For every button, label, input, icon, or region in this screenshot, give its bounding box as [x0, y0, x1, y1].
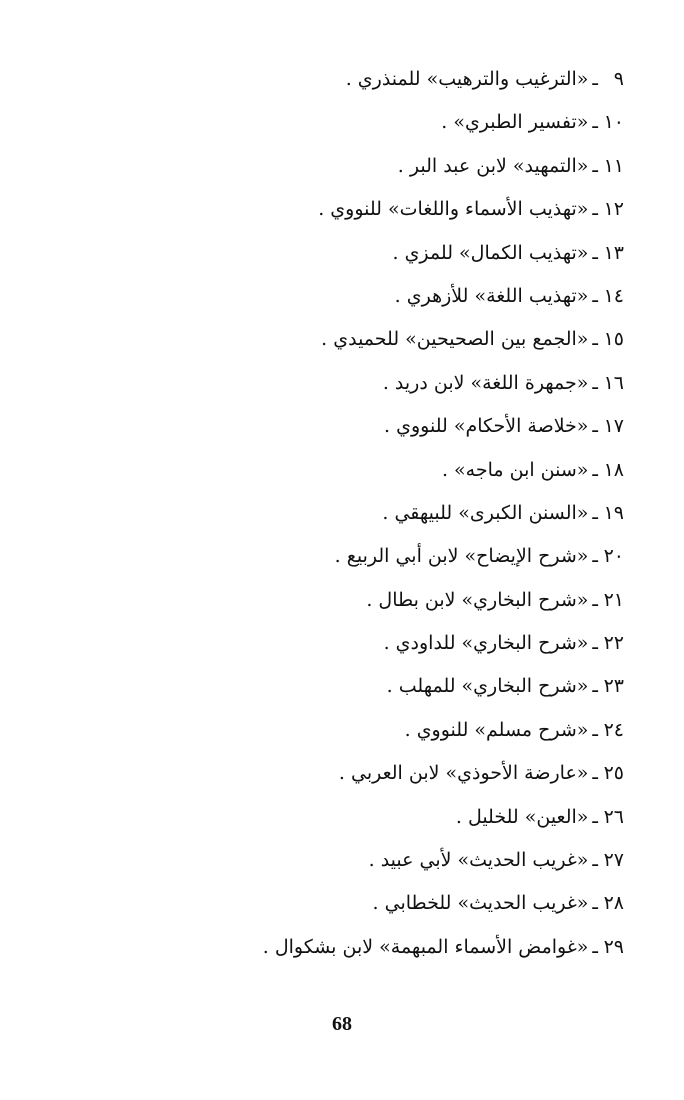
item-separator: ـ — [592, 501, 598, 524]
item-number: ١١ — [603, 154, 624, 177]
list-item — [64, 882, 624, 925]
item-text: «جمهرة اللغة» لابن دريد . — [382, 371, 589, 394]
item-text: «عارضة الأحوذي» لابن العربي . — [338, 762, 589, 785]
item-separator: ـ — [592, 762, 598, 785]
list-item — [64, 58, 624, 101]
item-number: ٢٥ — [603, 762, 624, 785]
item-separator: ـ — [592, 935, 598, 958]
item-separator: ـ — [592, 892, 598, 915]
list-item — [64, 579, 624, 622]
item-separator: ـ — [592, 371, 598, 394]
item-text: «شرح البخاري» للمهلب . — [386, 675, 589, 698]
item-number: ٢٧ — [603, 849, 624, 872]
item-text: «تهذيب اللغة» للأزهري . — [394, 284, 589, 307]
item-text: «غريب الحديث» لأبي عبيد . — [368, 849, 589, 872]
item-text: «شرح البخاري» للداودي . — [383, 632, 589, 655]
list-item — [64, 535, 624, 578]
list-item — [64, 449, 624, 492]
item-text: «شرح البخاري» لابن بطال . — [366, 588, 589, 611]
item-text: «الترغيب والترهيب» للمنذري . — [345, 68, 589, 90]
item-separator: ـ — [592, 198, 598, 221]
reference-list — [64, 58, 624, 969]
item-text: «خلاصة الأحكام» للنووي . — [384, 415, 589, 438]
item-separator: ـ — [592, 241, 598, 264]
item-separator: ـ — [592, 68, 598, 90]
list-item — [64, 926, 624, 969]
item-text: «شرح الإيضاح» لابن أبي الربيع . — [334, 545, 589, 568]
list-item — [64, 275, 624, 318]
list-item — [64, 752, 624, 795]
item-number: ١٢ — [603, 198, 624, 221]
list-item — [64, 318, 624, 361]
item-number: ١٦ — [603, 371, 624, 394]
item-text: «غوامض الأسماء المبهمة» لابن بشكوال . — [262, 935, 589, 958]
item-number: ١٤ — [603, 284, 624, 307]
item-number: ٢٤ — [603, 718, 624, 741]
item-number: ٢١ — [603, 588, 624, 611]
list-item — [64, 145, 624, 188]
item-number: ١٥ — [603, 328, 624, 351]
list-item — [64, 492, 624, 535]
item-separator: ـ — [592, 111, 598, 134]
item-text: «السنن الكبرى» للبيهقي . — [382, 501, 589, 524]
list-item — [64, 796, 624, 839]
item-number: ٢٩ — [603, 935, 624, 958]
item-text: «غريب الحديث» للخطابي . — [372, 892, 589, 915]
list-item — [64, 362, 624, 405]
item-text: «سنن ابن ماجه» . — [441, 458, 589, 481]
item-separator: ـ — [592, 588, 598, 611]
item-separator: ـ — [592, 805, 598, 828]
item-separator: ـ — [592, 849, 598, 872]
item-separator: ـ — [592, 328, 598, 351]
item-separator: ـ — [592, 154, 598, 177]
item-number: ٢٨ — [603, 892, 624, 915]
item-text: «تهذيب الكمال» للمزي . — [392, 241, 589, 264]
item-separator: ـ — [592, 675, 598, 698]
item-number: ٢٢ — [603, 632, 624, 655]
list-item — [64, 665, 624, 708]
item-separator: ـ — [592, 632, 598, 655]
item-text: «تهذيب الأسماء واللغات» للنووي . — [318, 198, 589, 221]
item-number: ٢٣ — [603, 675, 624, 698]
item-text: «تفسير الطبري» . — [441, 111, 589, 134]
item-number: ٢٠ — [603, 545, 624, 568]
item-number: ١٣ — [603, 241, 624, 264]
list-item — [64, 101, 624, 144]
item-number: ٢٦ — [603, 805, 624, 828]
list-item — [64, 232, 624, 275]
list-item — [64, 709, 624, 752]
list-item — [64, 622, 624, 665]
item-separator: ـ — [592, 415, 598, 438]
item-text: «شرح مسلم» للنووي . — [404, 718, 589, 741]
item-separator: ـ — [592, 284, 598, 307]
item-separator: ـ — [592, 545, 598, 568]
list-item — [64, 188, 624, 231]
item-text: «العين» للخليل . — [455, 805, 589, 828]
item-number: ١٧ — [603, 415, 624, 438]
item-text: «الجمع بين الصحيحين» للحميدي . — [321, 328, 589, 351]
item-number: ١٩ — [603, 501, 624, 524]
item-number: ٩ — [613, 68, 624, 90]
item-separator: ـ — [592, 458, 598, 481]
item-text: «التمهيد» لابن عبد البر . — [397, 154, 589, 177]
list-item — [64, 839, 624, 882]
page-number: 68 — [332, 1013, 352, 1035]
list-item — [64, 405, 624, 448]
item-separator: ـ — [592, 718, 598, 741]
item-number: ١٨ — [603, 458, 624, 481]
item-number: ١٠ — [603, 111, 624, 134]
